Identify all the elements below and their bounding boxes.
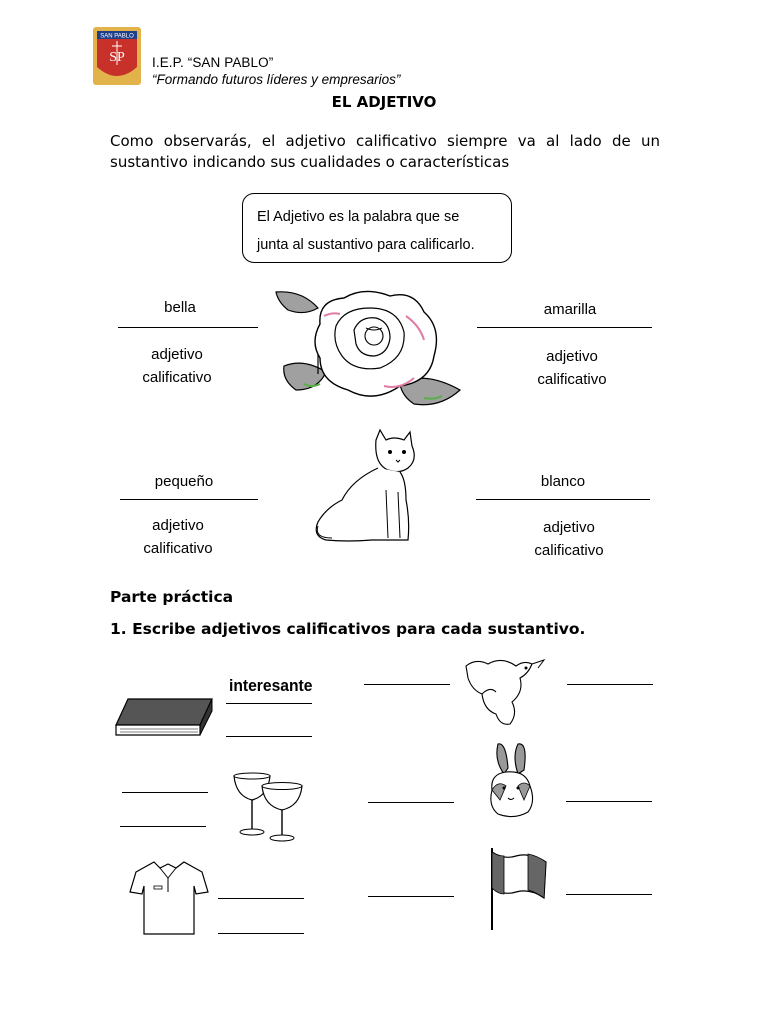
answer-line[interactable] [122,792,208,793]
bird-illustration [462,656,548,728]
answer-line[interactable] [567,684,653,685]
example-word-amarilla: amarilla [543,301,597,318]
rabbit-illustration [484,740,540,820]
answer-line[interactable] [364,684,450,685]
logo-banner-text: SAN PABLO [100,33,134,40]
definition-line-1: El Adjetivo es la palabra que se [257,209,460,225]
cat-illustration [312,430,420,546]
definition-line-2: junta al sustantivo para calificarlo. [257,237,475,253]
answer-line[interactable] [566,801,652,802]
example-category: adjetivo calificativo [534,519,604,559]
example-line [476,499,650,500]
intro-paragraph: Como observarás, el adjetivo calificativo siempre va al lado de un sustantivo indicando sus cualidades o características [110,132,660,171]
example-line [477,327,652,328]
flag-illustration [488,848,548,930]
example-category: adjetivo calificativo [143,517,213,557]
answer-line[interactable] [368,896,454,897]
page-title: EL ADJETIVO [331,93,437,111]
school-logo [93,27,141,85]
shirt-illustration [128,858,210,936]
answer-line[interactable] [218,898,304,899]
school-name: I.E.P. “SAN PABLO” [152,55,274,70]
answer-line[interactable] [226,736,312,737]
example-category: adjetivo calificativo [142,346,212,386]
practice-heading: Parte práctica [110,588,234,606]
answer-line[interactable] [566,894,652,895]
logo-initials: SP [109,50,125,65]
example-word-pequeno: pequeño [154,473,214,490]
answer-line[interactable] [226,703,312,704]
glasses-illustration [232,772,304,842]
definition-box [242,193,512,263]
example-category: adjetivo calificativo [537,348,607,388]
answer-line[interactable] [120,826,206,827]
example-line [120,499,258,500]
rose-illustration [274,286,464,410]
example-word-blanco: blanco [540,473,586,490]
answer-line[interactable] [218,933,304,934]
practice-task: 1. Escribe adjetivos calificativos para cada sustantivo. [110,620,586,638]
book-illustration [114,695,214,743]
answer-line[interactable] [368,802,454,803]
example-answer: interesante [229,676,313,695]
example-word-bella: bella [164,299,196,316]
school-motto: “Formando futuros líderes y empresarios” [152,72,401,87]
example-line [118,327,258,328]
